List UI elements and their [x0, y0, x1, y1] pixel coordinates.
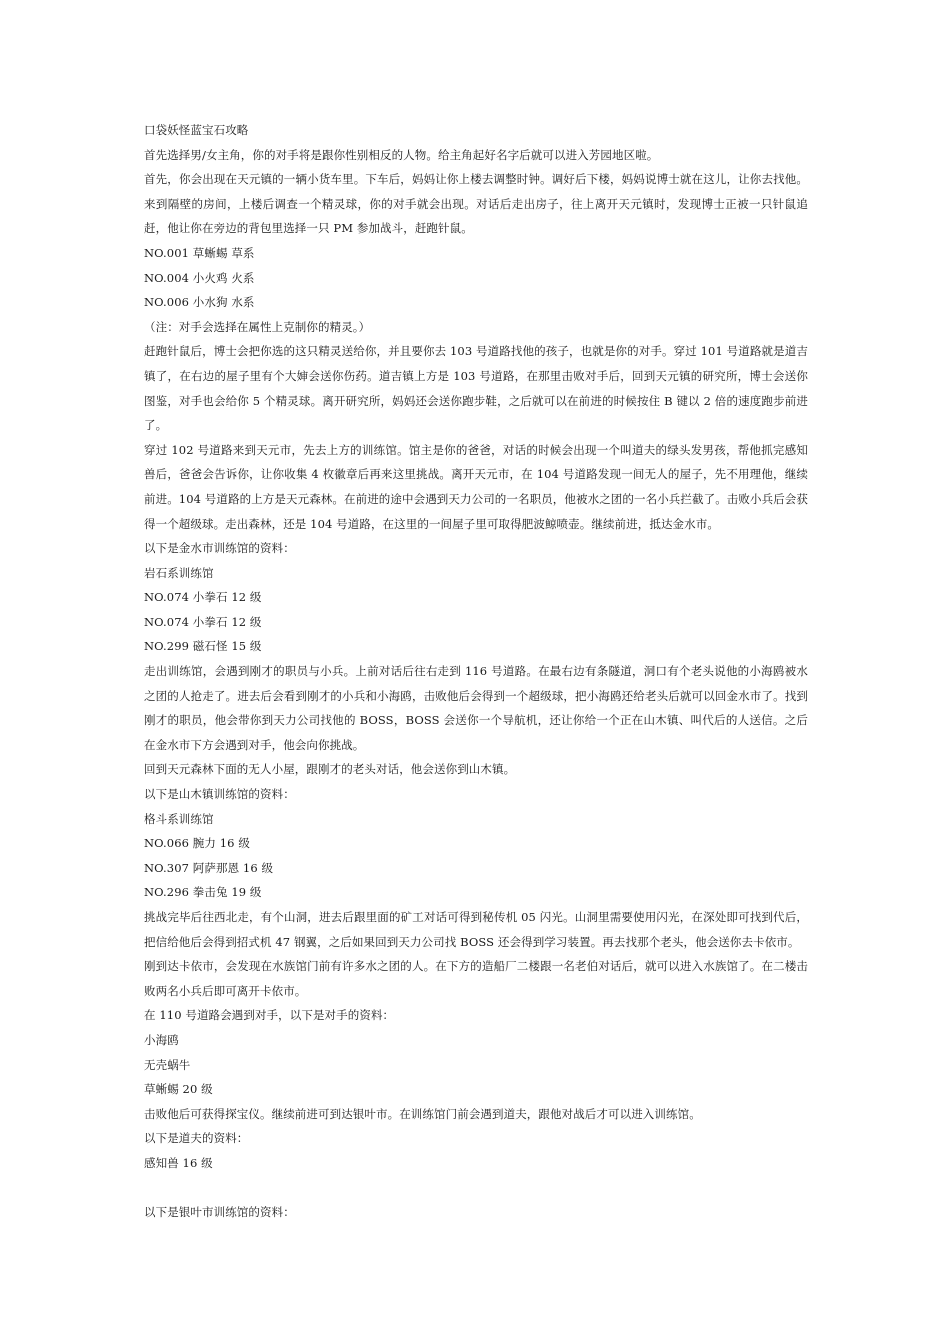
paragraph: 以下是银叶市训练馆的资料：: [144, 1204, 295, 1219]
paragraph: NO.004 小火鸡 火系: [144, 270, 255, 285]
paragraph: NO.296 拳击兔 19 级: [144, 885, 262, 900]
blank-line: [144, 1176, 808, 1200]
paragraph: NO.299 磁石怪 15 级: [144, 639, 262, 654]
paragraph: 首先，你会出现在天元镇的一辆小货车里。下车后，妈妈让你上楼去调整时钟。调好后下楼，妈妈说博士就在这儿，让你去找他。来到隔壁的房间，上楼后调查一个精灵球，你的对手就会出现。对话后走出房子，往上离开天元镇时，发现博士正被一只针鼠追赶，他让你在旁边的背包里选择一只 PM 参加战斗，赶跑针鼠。: [144, 172, 808, 236]
paragraph: 刚到达卡依市，会发现在水族馆门前有许多水之团的人。在下方的造船厂二楼跟一名老伯对话后，就可以进入水族馆了。在二楼击败两名小兵后即可离开卡依市。: [144, 959, 808, 998]
paragraph: NO.006 小水狗 水系: [144, 295, 255, 310]
document-page: [144, 118, 808, 1224]
paragraph: 草蜥蜴 20 级: [144, 1082, 213, 1097]
document-title: 口袋妖怪蓝宝石攻略: [144, 123, 249, 137]
paragraph: NO.066 腕力 16 级: [144, 836, 250, 851]
paragraph: 赶跑针鼠后，博士会把你选的这只精灵送给你，并且要你去 103 号道路找他的孩子，也就是你的对手。穿过 101 号道路就是道吉镇了，在右边的屋子里有个大婶会送你伤药。道吉镇上方是 103 号道路，在那里击败对手后，回到天元镇的研究所，博士会送你图鉴，对手也会给你 5 个精灵球。离开研究所，妈妈还会送你跑步鞋，之后就可以在前进的时候按住 B 键以 2 倍的速度跑步前进了。: [144, 344, 808, 433]
paragraph: 在 110 号道路会遇到对手，以下是对手的资料：: [144, 1008, 395, 1023]
paragraph: 走出训练馆，会遇到刚才的职员与小兵。上前对话后往右走到 116 号道路。在最右边有条隧道，洞口有个老头说他的小海鸥被水之团的人抢走了。进去后会看到刚才的小兵和小海鸥，击败他后会得到一个超级球，把小海鸥还给老头后就可以回金水市了。找到刚才的职员，他会带你到天力公司找他的 BOSS，BOSS 会送你一个导航机，还让你给一个正在山木镇、叫代后的人送信。之后在金水市下方会遇到对手，他会向你挑战。: [144, 664, 808, 752]
paragraph: 首先选择男/女主角，你的对手将是跟你性别相反的人物。给主角起好名字后就可以进入芳园地区啦。: [144, 147, 659, 162]
paragraph: 回到天元森林下面的无人小屋，跟刚才的老头对话，他会送你到山木镇。: [144, 762, 516, 777]
paragraph: 以下是道夫的资料：: [144, 1131, 249, 1146]
paragraph: NO.074 小拳石 12 级: [144, 590, 262, 605]
paragraph: 无壳蜗牛: [144, 1057, 191, 1072]
paragraph: NO.074 小拳石 12 级: [144, 614, 262, 629]
paragraph: 小海鸥: [144, 1032, 179, 1047]
paragraph: 感知兽 16 级: [144, 1155, 213, 1170]
paragraph: 格斗系训练馆: [144, 811, 214, 826]
paragraph: 岩石系训练馆: [144, 565, 214, 580]
paragraph: （注：对手会选择在属性上克制你的精灵。）: [144, 319, 371, 334]
paragraph: 挑战完毕后往西北走，有个山洞，进去后跟里面的矿工对话可得到秘传机 05 闪光。山洞里需要使用闪光，在深处即可找到代后，把信给他后会得到招式机 47 钢翼，之后如果回到天力公司找 BOSS 还会得到学习装置。再去找那个老头，他会送你去卡依市。: [144, 910, 808, 949]
paragraph: 以下是金水市训练馆的资料：: [144, 541, 295, 556]
paragraph: 以下是山木镇训练馆的资料：: [144, 787, 295, 802]
paragraph: 穿过 102 号道路来到天元市，先去上方的训练馆。馆主是你的爸爸，对话的时候会出现一个叫道夫的绿头发男孩，帮他抓完感知兽后，爸爸会告诉你，让你收集 4 枚徽章后再来这里挑战。离开天元市，在 104 号道路发现一间无人的屋子，先不用理他，继续前进。104 号道路的上方是天元森林。在前进的途中会遇到天力公司的一名职员，他被水之团的一名小兵拦截了。击败小兵后会获得一个超级球。走出森林，还是 104 号道路，在这里的一间屋子里可取得肥波鲸喷壶。继续前进，抵达金水市。: [144, 442, 808, 531]
paragraph: NO.307 阿萨那恩 16 级: [144, 860, 274, 875]
paragraph: NO.001 草蜥蜴 草系: [144, 245, 255, 260]
paragraph: 击败他后可获得探宝仪。继续前进可到达银叶市。在训练馆门前会遇到道夫，跟他对战后才可以进入训练馆。: [144, 1106, 701, 1121]
